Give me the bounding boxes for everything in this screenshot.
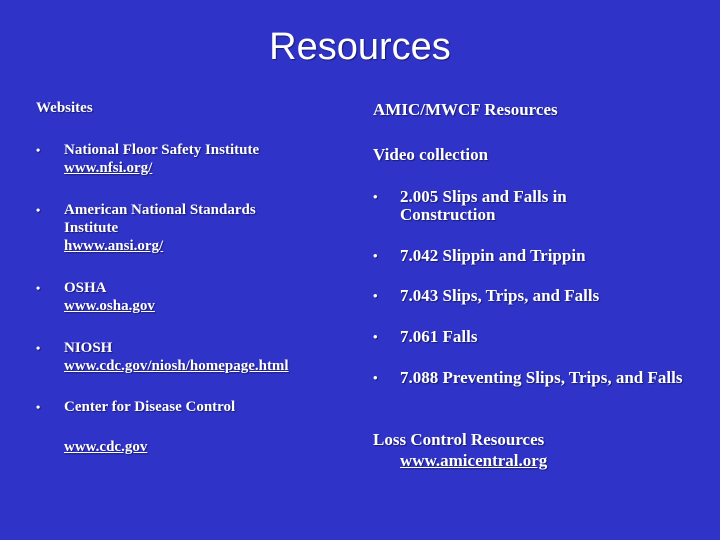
- website-link-nfsi[interactable]: www.nfsi.org/: [64, 160, 153, 176]
- video-title: 7.042 Slippin and Trippin: [400, 246, 586, 265]
- websites-heading: Websites: [36, 100, 93, 116]
- website-link-osha[interactable]: www.osha.gov: [64, 298, 155, 314]
- video-title: 7.088 Preventing Slips, Trips, and Falls: [400, 368, 683, 387]
- bullet-icon: •: [373, 329, 378, 344]
- video-title: 2.005 Slips and Falls in Construction: [400, 187, 567, 224]
- website-name: Center for Disease Control: [64, 399, 236, 415]
- website-name: OSHA: [64, 280, 107, 296]
- video-collection-heading: Video collection: [373, 145, 489, 164]
- bullet-icon: •: [373, 248, 378, 263]
- bullet-icon: •: [36, 203, 41, 217]
- website-name: NIOSH: [64, 340, 113, 356]
- loss-control-heading: Loss Control Resources: [373, 430, 545, 449]
- website-link-niosh[interactable]: www.cdc.gov/niosh/homepage.html: [64, 358, 289, 374]
- amicentral-link[interactable]: www.amicentral.org: [400, 451, 548, 470]
- bullet-icon: •: [36, 281, 41, 295]
- amic-heading: AMIC/MWCF Resources: [373, 100, 558, 119]
- bullet-icon: •: [36, 400, 41, 414]
- bullet-icon: •: [36, 143, 41, 157]
- bullet-icon: •: [373, 370, 378, 385]
- bullet-icon: •: [373, 189, 378, 204]
- video-title: 7.061 Falls: [400, 327, 478, 346]
- slide-title: Resources: [269, 26, 451, 68]
- video-title: 7.043 Slips, Trips, and Falls: [400, 286, 600, 305]
- website-link-ansi[interactable]: hwww.ansi.org/: [64, 238, 164, 254]
- bullet-icon: •: [373, 288, 378, 303]
- bullet-icon: •: [36, 341, 41, 355]
- website-name: American National Standards Institute: [64, 202, 256, 236]
- website-link-cdc[interactable]: www.cdc.gov: [64, 439, 148, 455]
- website-name: National Floor Safety Institute: [64, 142, 260, 158]
